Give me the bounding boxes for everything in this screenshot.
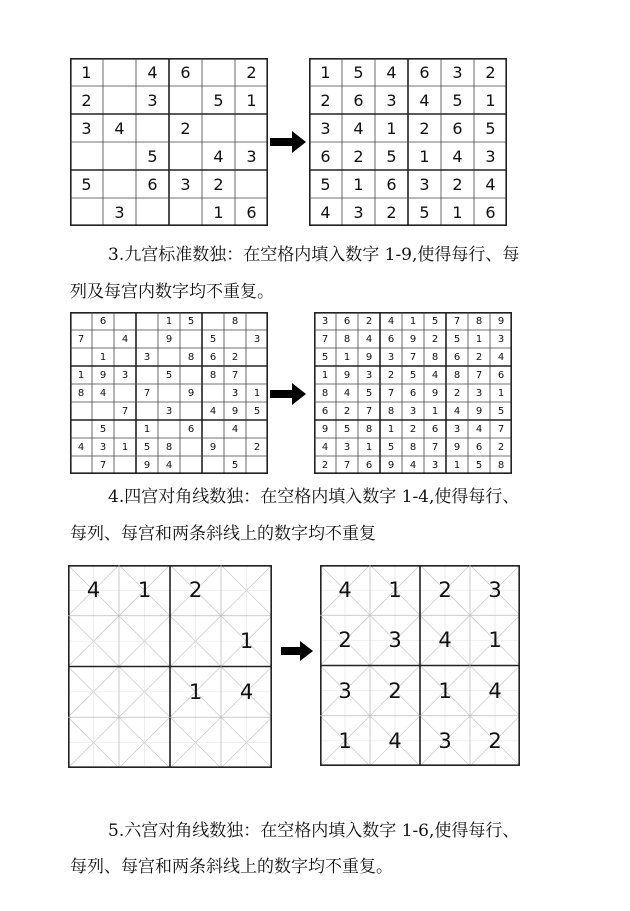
grid-cell: 1 <box>239 629 254 654</box>
grid-cell: 2 <box>386 202 397 222</box>
grid-cell: 3 <box>353 202 364 222</box>
grid-cell: 2 <box>409 423 417 435</box>
grid-cell: 5 <box>320 174 331 194</box>
grid-cell: 5 <box>209 333 217 345</box>
grid-cell: 3 <box>497 333 505 345</box>
grid-cell: 9 <box>497 315 505 327</box>
grid-cell: 3 <box>431 459 439 471</box>
grid-cell: 9 <box>321 423 329 435</box>
grid-cell: 1 <box>143 423 151 435</box>
grid-cell: 4 <box>387 315 395 327</box>
grid-cell: 3 <box>388 628 402 653</box>
grid-cell: 3 <box>180 174 191 194</box>
grid-cell: 4 <box>231 423 239 435</box>
grid-cell: 2 <box>81 90 92 110</box>
grid-cell: 8 <box>187 351 195 363</box>
grid-cell: 1 <box>409 315 417 327</box>
grid-cell: 9 <box>99 369 107 381</box>
right-arrow-icon <box>281 641 313 661</box>
grid-cell: 4 <box>488 678 502 703</box>
grid-cell: 9 <box>143 459 151 471</box>
grid-cell: 1 <box>253 387 261 399</box>
grid-cell: 5 <box>431 315 439 327</box>
grid-cell: 7 <box>453 315 461 327</box>
grid-cell: 4 <box>343 387 351 399</box>
grid-cell: 9 <box>187 387 195 399</box>
grid-cell: 8 <box>231 315 239 327</box>
grid-cell: 6 <box>209 351 217 363</box>
grid-cell: 4 <box>419 90 430 110</box>
grid-cell: 3 <box>99 441 107 453</box>
grid-cell: 1 <box>320 62 331 82</box>
grid-cell: 2 <box>387 369 395 381</box>
grid-cell: 8 <box>343 333 351 345</box>
grid-cell: 4 <box>321 441 329 453</box>
grid-cell: 6 <box>180 62 191 82</box>
grid-cell: 3 <box>320 118 331 138</box>
grid-cell: 6 <box>485 202 496 222</box>
grid-cell: 3 <box>165 405 173 417</box>
grid-cell: 1 <box>165 315 173 327</box>
nine-grid-question <box>70 312 268 474</box>
grid-cell: 9 <box>343 369 351 381</box>
grid-cell: 3 <box>114 202 125 222</box>
grid-cell: 8 <box>475 315 483 327</box>
grid-cell: 7 <box>143 387 151 399</box>
grid-cell: 6 <box>343 315 351 327</box>
grid-cell: 5 <box>386 146 397 166</box>
grid-cell: 7 <box>431 441 439 453</box>
grid-cell: 9 <box>409 333 417 345</box>
grid-cell: 5 <box>387 441 395 453</box>
grid-cell: 2 <box>485 62 496 82</box>
grid-cell: 3 <box>246 146 257 166</box>
grid-cell: 5 <box>343 423 351 435</box>
grid-cell: 3 <box>453 423 461 435</box>
grid-cell: 6 <box>386 174 397 194</box>
grid-cell: 7 <box>475 369 483 381</box>
grid-cell: 8 <box>321 387 329 399</box>
grid-cell: 3 <box>386 90 397 110</box>
grid-cell: 1 <box>488 628 502 653</box>
grid-cell: 1 <box>387 423 395 435</box>
grid-cell: 2 <box>343 405 351 417</box>
grid-cell: 3 <box>143 351 151 363</box>
grid-cell: 4 <box>409 459 417 471</box>
grid-cell: 7 <box>231 369 239 381</box>
grid-cell: 7 <box>497 423 505 435</box>
grid-cell: 8 <box>453 369 461 381</box>
grid-cell: 5 <box>165 369 173 381</box>
right-arrow-icon <box>270 383 306 405</box>
grid-cell: 4 <box>386 62 397 82</box>
grid-cell: 1 <box>188 679 203 704</box>
grid-cell: 6 <box>187 423 195 435</box>
grid-cell: 4 <box>86 578 101 603</box>
grid-cell: 9 <box>165 333 173 345</box>
grid-cell: 2 <box>453 387 461 399</box>
grid-cell: 2 <box>213 174 224 194</box>
grid-cell: 5 <box>497 405 505 417</box>
grid-cell: 5 <box>453 333 461 345</box>
grid-cell: 1 <box>431 405 439 417</box>
grid-cell: 4 <box>165 459 173 471</box>
grid-cell: 5 <box>187 315 195 327</box>
grid-cell: 6 <box>321 405 329 417</box>
grid-cell: 8 <box>387 405 395 417</box>
grid-cell: 2 <box>365 315 373 327</box>
grid-cell: 2 <box>475 351 483 363</box>
grid-cell: 6 <box>453 351 461 363</box>
grid-cell: 5 <box>81 174 92 194</box>
grid-cell: 9 <box>231 405 239 417</box>
grid-cell: 2 <box>388 678 402 703</box>
grid-cell: 3 <box>253 333 261 345</box>
grid-cell: 2 <box>338 628 352 653</box>
grid-cell: 3 <box>438 728 452 753</box>
grid-cell: 1 <box>388 578 402 603</box>
grid-cell: 1 <box>386 118 397 138</box>
grid-cell: 5 <box>321 351 329 363</box>
grid-cell: 1 <box>475 333 483 345</box>
grid-cell: 4 <box>475 423 483 435</box>
grid-cell: 7 <box>409 351 417 363</box>
grid-cell: 2 <box>353 146 364 166</box>
grid-cell: 2 <box>188 578 203 603</box>
grid-cell: 4 <box>497 351 505 363</box>
grid-cell: 4 <box>320 202 331 222</box>
grid-cell: 7 <box>99 459 107 471</box>
grid-cell: 2 <box>246 62 257 82</box>
grid-cell: 2 <box>231 351 239 363</box>
grid-cell: 2 <box>320 90 331 110</box>
grid-cell: 1 <box>438 678 452 703</box>
grid-cell: 1 <box>99 351 107 363</box>
grid-cell: 5 <box>475 459 483 471</box>
grid-cell: 6 <box>365 459 373 471</box>
grid-cell: 8 <box>77 387 85 399</box>
grid-cell: 3 <box>475 387 483 399</box>
section-4-line-2: 每列、每宫和两条斜线上的数字均不重复 <box>70 524 376 544</box>
grid-cell: 6 <box>246 202 257 222</box>
grid-cell: 6 <box>419 62 430 82</box>
grid-cell: 2 <box>497 441 505 453</box>
grid-cell: 4 <box>485 174 496 194</box>
grid-cell: 9 <box>431 387 439 399</box>
grid-cell: 4 <box>209 405 217 417</box>
grid-cell: 6 <box>99 315 107 327</box>
grid-cell: 6 <box>497 369 505 381</box>
grid-cell: 3 <box>321 315 329 327</box>
grid-cell: 6 <box>147 174 158 194</box>
grid-cell: 5 <box>409 369 417 381</box>
grid-cell: 7 <box>121 405 129 417</box>
grid-cell: 1 <box>121 441 129 453</box>
grid-cell: 6 <box>452 118 463 138</box>
grid-cell: 7 <box>321 333 329 345</box>
grid-cell: 5 <box>485 118 496 138</box>
grid-cell: 4 <box>99 387 107 399</box>
grid-cell: 8 <box>365 423 373 435</box>
grid-cell: 8 <box>431 351 439 363</box>
grid-cell: 8 <box>497 459 505 471</box>
grid-cell: 1 <box>365 441 373 453</box>
grid-cell: 5 <box>419 202 430 222</box>
six-grid-answer <box>309 58 507 226</box>
grid-cell: 5 <box>231 459 239 471</box>
grid-cell: 6 <box>431 423 439 435</box>
grid-cell: 3 <box>343 441 351 453</box>
grid-cell: 1 <box>81 62 92 82</box>
grid-cell: 2 <box>431 333 439 345</box>
grid-cell: 1 <box>453 459 461 471</box>
grid-cell: 7 <box>387 387 395 399</box>
grid-cell: 1 <box>485 90 496 110</box>
grid-cell: 5 <box>452 90 463 110</box>
grid-cell: 9 <box>365 351 373 363</box>
grid-cell: 2 <box>419 118 430 138</box>
grid-cell: 1 <box>343 351 351 363</box>
grid-cell: 1 <box>213 202 224 222</box>
section-5-line-1: 5.六宫对角线数独：在空格内填入数字 1-6,使得每行、 <box>108 821 520 841</box>
grid-cell: 3 <box>231 387 239 399</box>
grid-cell: 4 <box>213 146 224 166</box>
grid-cell: 2 <box>488 728 502 753</box>
grid-cell: 2 <box>452 174 463 194</box>
grid-cell: 3 <box>338 678 352 703</box>
grid-cell: 4 <box>365 333 373 345</box>
grid-cell: 8 <box>409 441 417 453</box>
grid-cell: 6 <box>409 387 417 399</box>
grid-cell: 3 <box>81 118 92 138</box>
grid-cell: 3 <box>147 90 158 110</box>
grid-cell: 5 <box>253 405 261 417</box>
grid-cell: 4 <box>388 728 402 753</box>
grid-cell: 1 <box>137 578 152 603</box>
grid-cell: 8 <box>209 369 217 381</box>
grid-cell: 3 <box>365 369 373 381</box>
grid-cell: 4 <box>239 679 254 704</box>
grid-cell: 5 <box>353 62 364 82</box>
grid-cell: 3 <box>419 174 430 194</box>
grid-cell: 3 <box>488 578 502 603</box>
four-grid-answer <box>320 565 520 766</box>
grid-cell: 6 <box>353 90 364 110</box>
grid-cell: 3 <box>452 62 463 82</box>
grid-cell: 3 <box>409 405 417 417</box>
grid-cell: 1 <box>321 369 329 381</box>
grid-cell: 5 <box>147 146 158 166</box>
grid-cell: 3 <box>387 351 395 363</box>
grid-cell: 1 <box>497 387 505 399</box>
right-arrow-icon <box>270 131 306 153</box>
section-4-line-1: 4.四宫对角线数独：在空格内填入数字 1-4,使得每行、 <box>108 487 520 507</box>
grid-cell: 3 <box>121 369 129 381</box>
grid-cell: 1 <box>452 202 463 222</box>
six-grid-question <box>70 58 268 226</box>
grid-cell: 6 <box>387 333 395 345</box>
grid-cell: 5 <box>143 441 151 453</box>
nine-grid-answer <box>314 312 512 474</box>
grid-cell: 6 <box>475 441 483 453</box>
grid-cell: 4 <box>114 118 125 138</box>
grid-cell: 5 <box>213 90 224 110</box>
grid-cell: 6 <box>320 146 331 166</box>
section-5-line-2: 每列、每宫和两条斜线上的数字均不重复。 <box>70 857 393 877</box>
grid-cell: 1 <box>419 146 430 166</box>
four-grid-question <box>68 565 272 768</box>
grid-cell: 4 <box>121 333 129 345</box>
grid-cell: 4 <box>353 118 364 138</box>
grid-cell: 7 <box>343 459 351 471</box>
grid-cell: 1 <box>77 369 85 381</box>
grid-cell: 1 <box>338 728 352 753</box>
grid-cell: 9 <box>387 459 395 471</box>
grid-cell: 2 <box>438 578 452 603</box>
grid-cell: 2 <box>253 441 261 453</box>
grid-cell: 4 <box>431 369 439 381</box>
grid-cell: 7 <box>365 405 373 417</box>
grid-cell: 4 <box>147 62 158 82</box>
grid-cell: 9 <box>475 405 483 417</box>
grid-cell: 7 <box>77 333 85 345</box>
grid-cell: 4 <box>438 628 452 653</box>
grid-cell: 1 <box>246 90 257 110</box>
grid-cell: 8 <box>165 441 173 453</box>
grid-cell: 2 <box>180 118 191 138</box>
grid-cell: 9 <box>209 441 217 453</box>
grid-cell: 4 <box>77 441 85 453</box>
grid-cell: 2 <box>321 459 329 471</box>
grid-cell: 3 <box>485 146 496 166</box>
grid-cell: 5 <box>365 387 373 399</box>
section-3-line-1: 3.九宫标准数独：在空格内填入数字 1-9,使得每行、每 <box>108 245 520 265</box>
grid-cell: 1 <box>353 174 364 194</box>
grid-cell: 4 <box>452 146 463 166</box>
grid-cell: 5 <box>99 423 107 435</box>
grid-cell: 9 <box>453 441 461 453</box>
grid-cell: 4 <box>453 405 461 417</box>
grid-cell: 4 <box>338 578 352 603</box>
section-3-line-2: 列及每宫内数字均不重复。 <box>70 282 274 302</box>
